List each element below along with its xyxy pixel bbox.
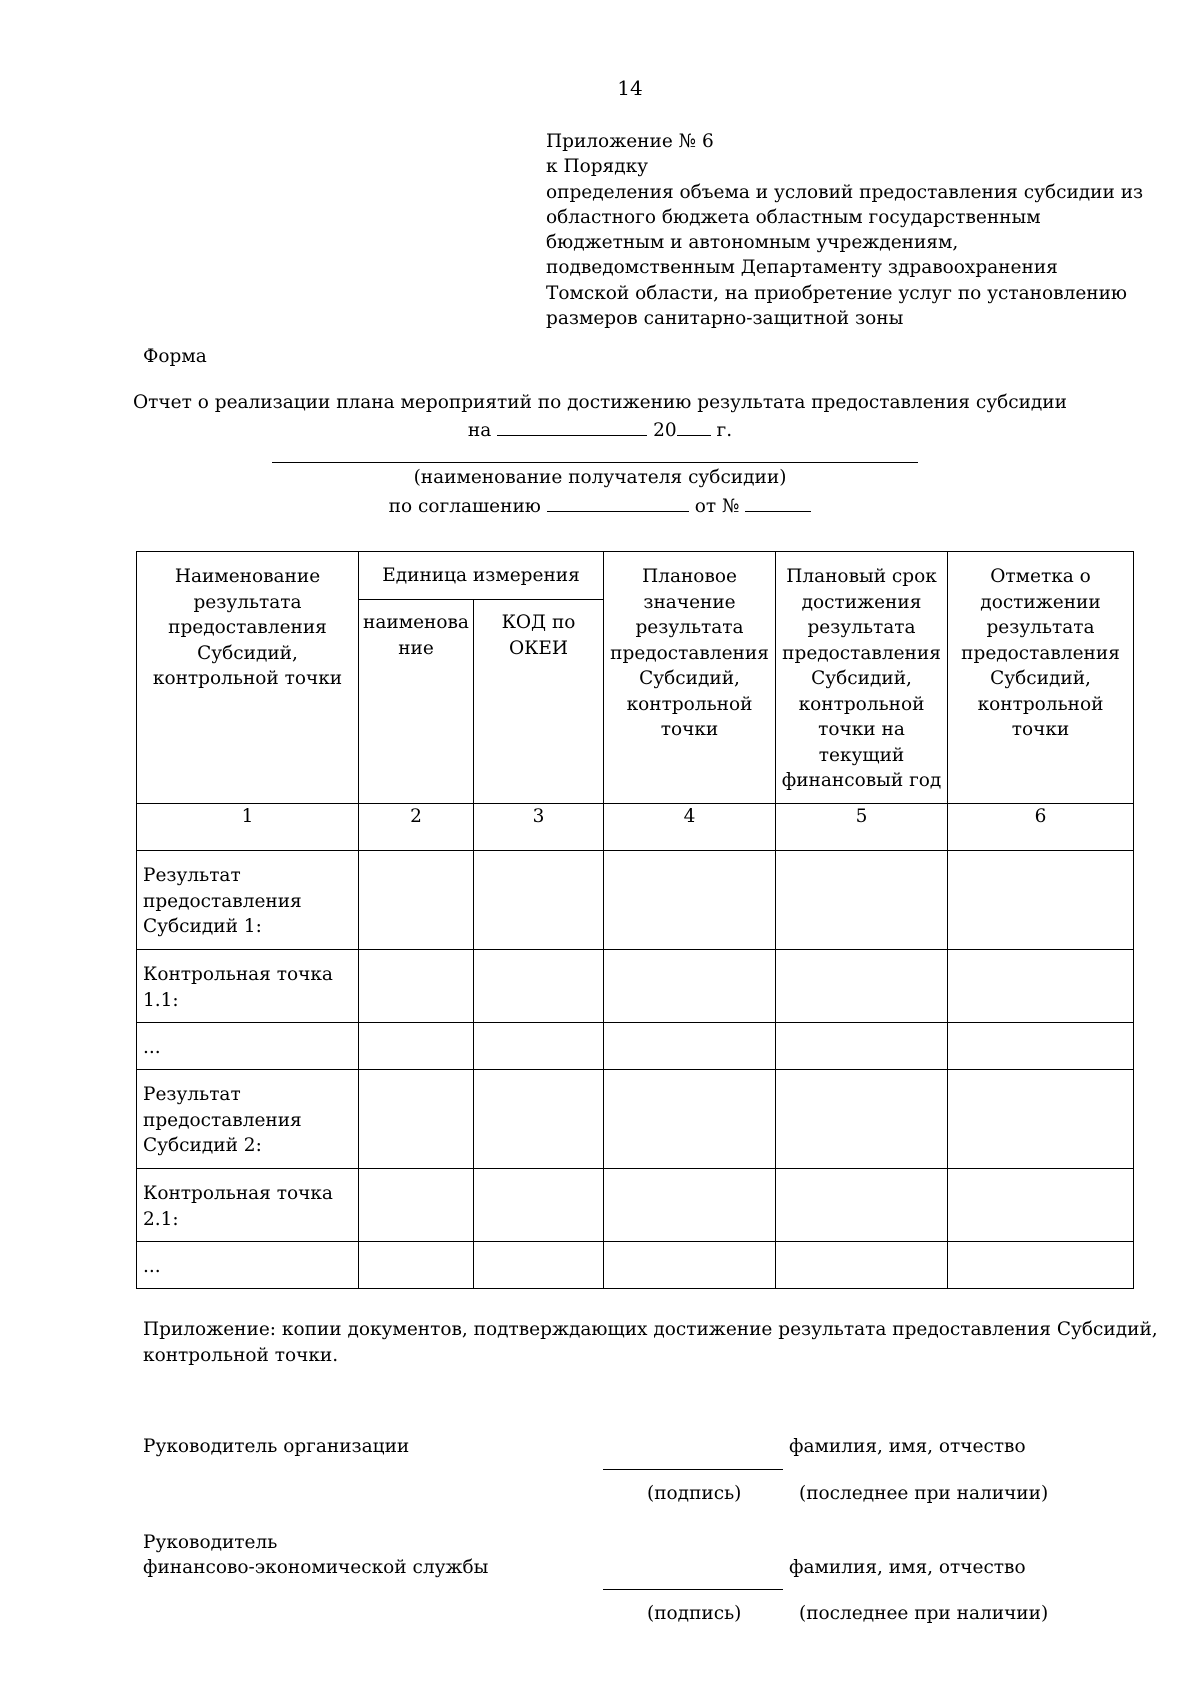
recipient-caption: (наименование получателя субсидии): [413, 467, 787, 488]
table-row: [137, 1070, 1134, 1169]
agreement-prefix: по соглашению: [388, 496, 541, 517]
table-cell[interactable]: [604, 1169, 776, 1242]
header-okei-code: КОД по ОКЕИ: [474, 600, 604, 804]
table-cell[interactable]: [948, 1242, 1134, 1289]
agreement-number-blank[interactable]: [745, 493, 811, 512]
row-label: ...: [137, 1023, 359, 1070]
column-number: 5: [776, 804, 948, 851]
table-cell[interactable]: [776, 1070, 948, 1169]
last-name-caption: (последнее при наличии): [799, 1483, 1049, 1504]
table-cell[interactable]: [604, 1242, 776, 1289]
table-cell[interactable]: [474, 950, 604, 1023]
header-planned-value: Плановое значение результата предоставления Субсидий, контрольной точки: [604, 552, 776, 804]
table-cell[interactable]: [948, 1070, 1134, 1169]
appendix-line: Томской области, на приобретение услуг по установлению: [546, 282, 1128, 304]
year-prefix: 20: [653, 420, 677, 441]
table-cell[interactable]: [359, 1070, 474, 1169]
appendix-line: Приложение № 6: [546, 131, 714, 152]
head-fin-label-line2: финансово-экономической службы: [143, 1557, 489, 1578]
row-label: Контрольная точка 1.1:: [137, 950, 359, 1023]
header-row: [137, 552, 1134, 600]
row-label: ...: [137, 1242, 359, 1289]
header-unit-group: Единица измерения: [359, 552, 604, 600]
table-cell[interactable]: [474, 1169, 604, 1242]
agreement-date-blank[interactable]: [547, 493, 689, 512]
header-achievement-mark: Отметка о достижении результата предоставления Субсидий, контрольной точки: [948, 552, 1134, 804]
table-cell[interactable]: [948, 1169, 1134, 1242]
table-cell[interactable]: [474, 1242, 604, 1289]
table-row: [137, 1023, 1134, 1070]
appendix-header: [546, 129, 1143, 331]
last-name-caption: (последнее при наличии): [799, 1603, 1049, 1624]
table-row: [137, 950, 1134, 1023]
fio-label: фамилия, имя, отчество: [789, 1557, 1026, 1578]
table-cell[interactable]: [474, 1070, 604, 1169]
header-result-name: Наименование результата предоставления Субсидий, контрольной точки: [137, 552, 359, 804]
column-number: 3: [474, 804, 604, 851]
table-row: [137, 1169, 1134, 1242]
appendix-line: подведомственным Департаменту здравоохранения: [546, 257, 1058, 279]
table-cell[interactable]: [359, 1169, 474, 1242]
table-cell[interactable]: [948, 950, 1134, 1023]
recipient-name-line[interactable]: [272, 462, 918, 463]
head-fin-label-line1: Руководитель: [143, 1532, 278, 1553]
form-label: Форма: [143, 346, 207, 367]
table-cell[interactable]: [776, 1169, 948, 1242]
table-cell[interactable]: [359, 851, 474, 950]
table-cell[interactable]: [604, 851, 776, 950]
appendix-line: бюджетным и автономным учреждениям,: [546, 232, 959, 254]
table-cell[interactable]: [776, 851, 948, 950]
signature-caption: (подпись): [647, 1483, 742, 1504]
appendix-line: определения объема и условий предоставления субсидии из: [546, 181, 1144, 203]
table-cell[interactable]: [776, 1023, 948, 1070]
signature-line[interactable]: [603, 1469, 783, 1470]
table-row: [137, 1242, 1134, 1289]
page-number: 14: [617, 76, 643, 100]
table-cell[interactable]: [359, 950, 474, 1023]
date-prefix: на: [467, 420, 492, 441]
column-number: 2: [359, 804, 474, 851]
year-blank[interactable]: [677, 417, 711, 436]
table-cell[interactable]: [776, 950, 948, 1023]
table-cell[interactable]: [776, 1242, 948, 1289]
table-cell[interactable]: [359, 1242, 474, 1289]
head-org-label: Руководитель организации: [143, 1436, 410, 1457]
appendix-line: областного бюджета областным государственным: [546, 206, 1041, 228]
agreement-line: [0, 493, 1200, 517]
row-label: Результат предоставления Субсидий 2:: [137, 1070, 359, 1169]
report-table: [136, 551, 1134, 1289]
column-number: 4: [604, 804, 776, 851]
report-title: Отчет о реализации плана мероприятий по достижению результата предоставления субсидии: [133, 392, 1067, 413]
attachment-note-line: Приложение: копии документов, подтверждающих достижение результата предоставления Субсидий,: [143, 1319, 1158, 1340]
table-cell[interactable]: [474, 1023, 604, 1070]
table-cell[interactable]: [604, 1023, 776, 1070]
row-label: Контрольная точка 2.1:: [137, 1169, 359, 1242]
column-number: 6: [948, 804, 1134, 851]
fio-label: фамилия, имя, отчество: [789, 1436, 1026, 1457]
column-number-row: [137, 804, 1134, 851]
appendix-line: к Порядку: [546, 156, 649, 178]
table-row: [137, 851, 1134, 950]
table-cell[interactable]: [359, 1023, 474, 1070]
date-suffix: г.: [716, 420, 733, 441]
attachment-note: [143, 1317, 1158, 1369]
table-cell[interactable]: [948, 1023, 1134, 1070]
table-cell[interactable]: [948, 851, 1134, 950]
agreement-from: от №: [694, 496, 740, 517]
attachment-note-line: контрольной точки.: [143, 1345, 339, 1366]
signature-caption: (подпись): [647, 1603, 742, 1624]
appendix-line: размеров санитарно-защитной зоны: [546, 308, 904, 330]
table-cell[interactable]: [604, 950, 776, 1023]
table-cell[interactable]: [474, 851, 604, 950]
header-unit-name: наименова ние: [359, 600, 474, 804]
date-blank[interactable]: [497, 417, 647, 436]
signature-line[interactable]: [603, 1589, 783, 1590]
header-planned-date: Плановый срок достижения результата предоставления Субсидий, контрольной точки на текущий финансовый год: [776, 552, 948, 804]
table-cell[interactable]: [604, 1070, 776, 1169]
column-number: 1: [137, 804, 359, 851]
report-date-line: [0, 417, 1200, 441]
row-label: Результат предоставления Субсидий 1:: [137, 851, 359, 950]
